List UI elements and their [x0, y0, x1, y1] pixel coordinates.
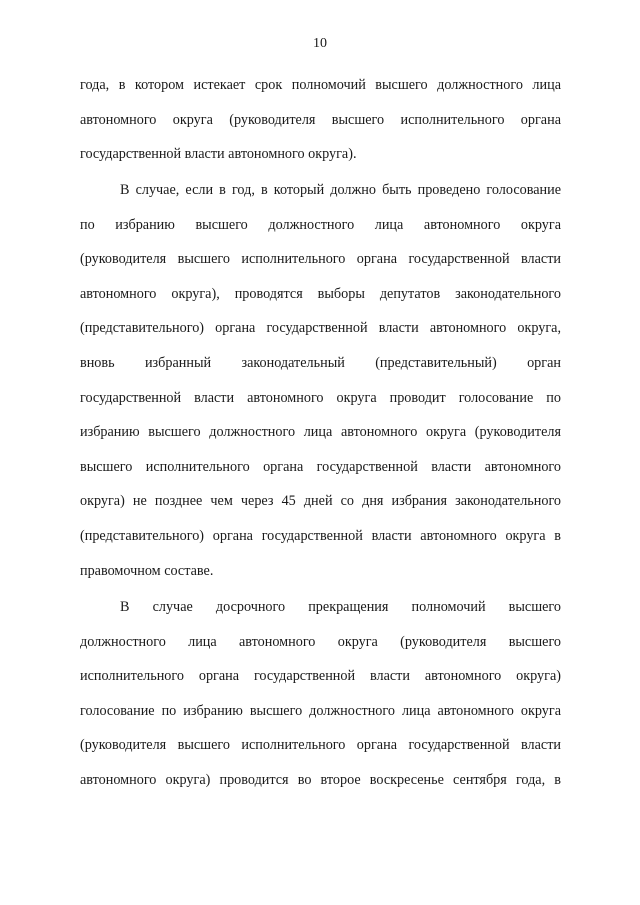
paragraph-line: государственной власти автономного округа). [80, 146, 357, 163]
paragraph-line: правомочном составе. [80, 562, 214, 579]
paragraph-line: года, в котором истекает срок полномочий высшего должностного лица [80, 77, 561, 93]
page-number: 10 [313, 36, 327, 51]
paragraph-line: по избранию высшего должностного лица автономного округа [80, 216, 561, 233]
paragraph-line: государственной власти автономного округа проводит голосование по [80, 389, 561, 406]
paragraph-line: В случае досрочного прекращения полномочий высшего [120, 599, 561, 615]
paragraph-line: голосование по избранию высшего должностного лица автономного округа [80, 702, 561, 719]
paragraph-1 [80, 75, 561, 179]
paragraph-line: (представительного) органа государственной власти автономного округа в [80, 527, 561, 544]
paragraph-line: высшего исполнительного органа государственной власти автономного [80, 458, 561, 475]
paragraph-line: избранию высшего должностного лица автономного округа (руководителя [80, 424, 561, 441]
paragraph-line: автономного округа) проводится во второе воскресенье сентября года, в [80, 771, 561, 788]
paragraph-line: (руководителя высшего исполнительного органа государственной власти [80, 251, 561, 268]
paragraph-line: автономного округа (руководителя высшего исполнительного органа [80, 111, 561, 128]
paragraph-line: должностного лица автономного округа (руководителя высшего [80, 633, 561, 650]
paragraph-line: округа) не позднее чем через 45 дней со дня избрания законодательного [80, 493, 561, 510]
paragraph-line: В случае, если в год, в который должно быть проведено голосование [120, 182, 561, 198]
paragraph-line: (представительного) органа государственной власти автономного округа, [80, 320, 561, 337]
paragraph-line: вновь избранный законодательный (представительный) орган [80, 354, 561, 371]
paragraph-line: автономного округа), проводятся выборы депутатов законодательного [80, 285, 561, 302]
paragraph-3 [80, 597, 561, 805]
paragraph-line: (руководителя высшего исполнительного органа государственной власти [80, 737, 561, 754]
paragraph-line: исполнительного органа государственной власти автономного округа) [80, 668, 561, 685]
paragraph-2 [80, 180, 561, 595]
